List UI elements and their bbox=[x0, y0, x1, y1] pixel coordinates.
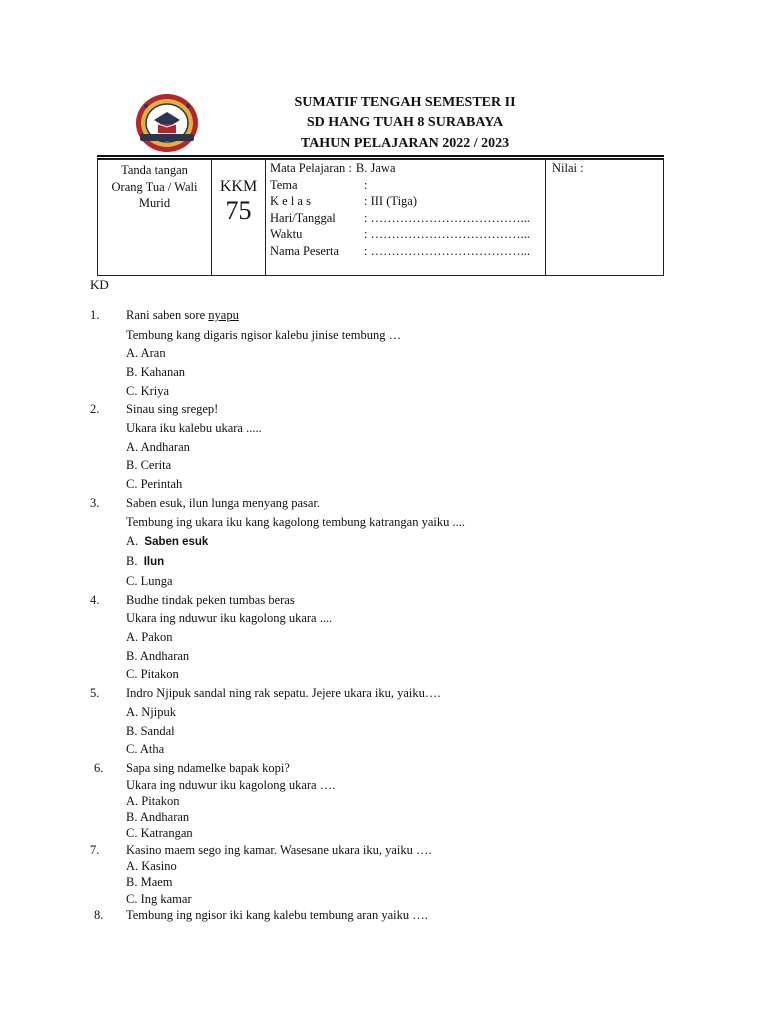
answer-option: A. Njipuk bbox=[126, 705, 176, 719]
kkm-cell bbox=[212, 160, 266, 276]
option-text-bold: Saben esuk bbox=[144, 536, 209, 548]
question-number: 4. bbox=[90, 593, 100, 607]
answer-option: B. Sandal bbox=[126, 724, 175, 738]
answer-option: C. Atha bbox=[126, 742, 165, 756]
question-stem: Sapa sing ndamelke bapak kopi? bbox=[126, 761, 290, 775]
header-divider bbox=[97, 155, 664, 157]
answer-option: B. Maem bbox=[126, 875, 173, 889]
field-label: Hari/Tanggal bbox=[270, 210, 336, 225]
answer-option: A. Kasino bbox=[126, 859, 177, 873]
question-stem: Tembung ing ngisor iki kang kalebu tembung aran yaiku …. bbox=[126, 908, 428, 922]
field-value: : III (Tiga) bbox=[364, 194, 418, 208]
answer-option: A. Andharan bbox=[126, 440, 190, 454]
answer-option: B. Andharan bbox=[126, 810, 190, 824]
question-prompt: Ukara ing nduwur iku kagolong ukara .... bbox=[126, 611, 333, 625]
field-row bbox=[270, 210, 545, 227]
field-value: B. Jawa bbox=[355, 161, 396, 175]
signature-label: Tanda tangan bbox=[121, 163, 188, 177]
answer-option: A. Pakon bbox=[126, 630, 173, 644]
signature-label: Murid bbox=[138, 196, 171, 210]
answer-option: C. Ing kamar bbox=[126, 892, 192, 906]
field-label: K e l a s bbox=[270, 194, 311, 208]
question-prompt: Ukara ing nduwur iku kagolong ukara …. bbox=[126, 778, 336, 792]
question-number: 6. bbox=[94, 761, 104, 775]
kkm-value: 75 bbox=[225, 196, 252, 225]
answer-option bbox=[126, 554, 164, 569]
question-prompt: Tembung kang digaris ngisor kalebu jinise tembung … bbox=[126, 328, 402, 342]
question-stem: Saben esuk, ilun lunga menyang pasar. bbox=[126, 496, 321, 510]
question-stem: Kasino maem sego ing kamar. Wasesane ukara iku, yaiku …. bbox=[126, 843, 432, 857]
answer-option: C. Kriya bbox=[126, 384, 170, 398]
question-number: 7. bbox=[90, 843, 100, 857]
field-row bbox=[270, 177, 545, 194]
field-row bbox=[270, 226, 545, 243]
signature-label: Orang Tua / Wali bbox=[111, 179, 198, 194]
field-row bbox=[270, 243, 545, 260]
answer-option: C. Pitakon bbox=[126, 667, 179, 681]
field-label: Waktu bbox=[270, 227, 303, 241]
answer-option: C. Katrangan bbox=[126, 826, 193, 840]
exam-details-cell bbox=[266, 160, 546, 276]
question-stem: Sinau sing sregep! bbox=[126, 402, 219, 416]
underlined-word: nyapu bbox=[208, 308, 239, 322]
field-value: : ………………………………... bbox=[364, 210, 530, 225]
answer-option: C. Lunga bbox=[126, 574, 173, 588]
question-prompt: Ukara iku kalebu ukara ..... bbox=[126, 421, 262, 435]
parent-signature-cell bbox=[98, 160, 212, 276]
kd-label: KD bbox=[90, 277, 109, 292]
option-letter: B. bbox=[126, 554, 138, 568]
question-number: 8. bbox=[94, 908, 104, 922]
question-number: 1. bbox=[90, 308, 100, 322]
kkm-label: KKM bbox=[219, 178, 258, 195]
option-letter: A. bbox=[126, 534, 139, 548]
answer-option: A. Pitakon bbox=[126, 794, 180, 808]
answer-option: C. Perintah bbox=[126, 477, 183, 491]
exam-title: SUMATIF TENGAH SEMESTER II bbox=[294, 95, 516, 110]
question-prompt: Tembung ing ukara iku kang kagolong tembung katrangan yaiku .... bbox=[126, 515, 465, 529]
field-row bbox=[270, 160, 545, 177]
question-stem: Indro Njipuk sandal ning rak sepatu. Jejere ukara iku, yaiku…. bbox=[126, 686, 441, 700]
option-text-bold: Ilun bbox=[143, 556, 165, 568]
score-cell bbox=[546, 160, 664, 276]
field-value: : bbox=[364, 177, 368, 192]
field-label: Nama Peserta bbox=[270, 243, 340, 258]
answer-option bbox=[126, 534, 208, 549]
question-stem: Budhe tindak peken tumbas beras bbox=[126, 593, 295, 607]
field-label: Tema bbox=[270, 177, 298, 192]
stem-text: Rani saben sore bbox=[126, 308, 209, 322]
answer-option: B. Cerita bbox=[126, 458, 172, 472]
question-stem bbox=[126, 308, 239, 323]
field-value: : ………………………………... bbox=[364, 243, 530, 258]
answer-option: A. Aran bbox=[126, 346, 166, 360]
student-info-table bbox=[97, 159, 664, 276]
school-name: SD HANG TUAH 8 SURABAYA bbox=[306, 115, 504, 130]
question-number: 2. bbox=[90, 402, 100, 416]
field-label: Mata Pelajaran : bbox=[270, 161, 352, 175]
field-value: : ………………………………... bbox=[364, 227, 530, 241]
field-row bbox=[270, 193, 545, 210]
question-number: 5. bbox=[90, 686, 100, 700]
answer-option: B. Andharan bbox=[126, 649, 190, 663]
score-label: Nilai : bbox=[552, 161, 584, 175]
academic-year: TAHUN PELAJARAN 2022 / 2023 bbox=[300, 136, 510, 151]
answer-option: B. Kahanan bbox=[126, 365, 186, 379]
school-emblem-logo bbox=[134, 92, 200, 154]
question-number: 3. bbox=[90, 496, 100, 510]
